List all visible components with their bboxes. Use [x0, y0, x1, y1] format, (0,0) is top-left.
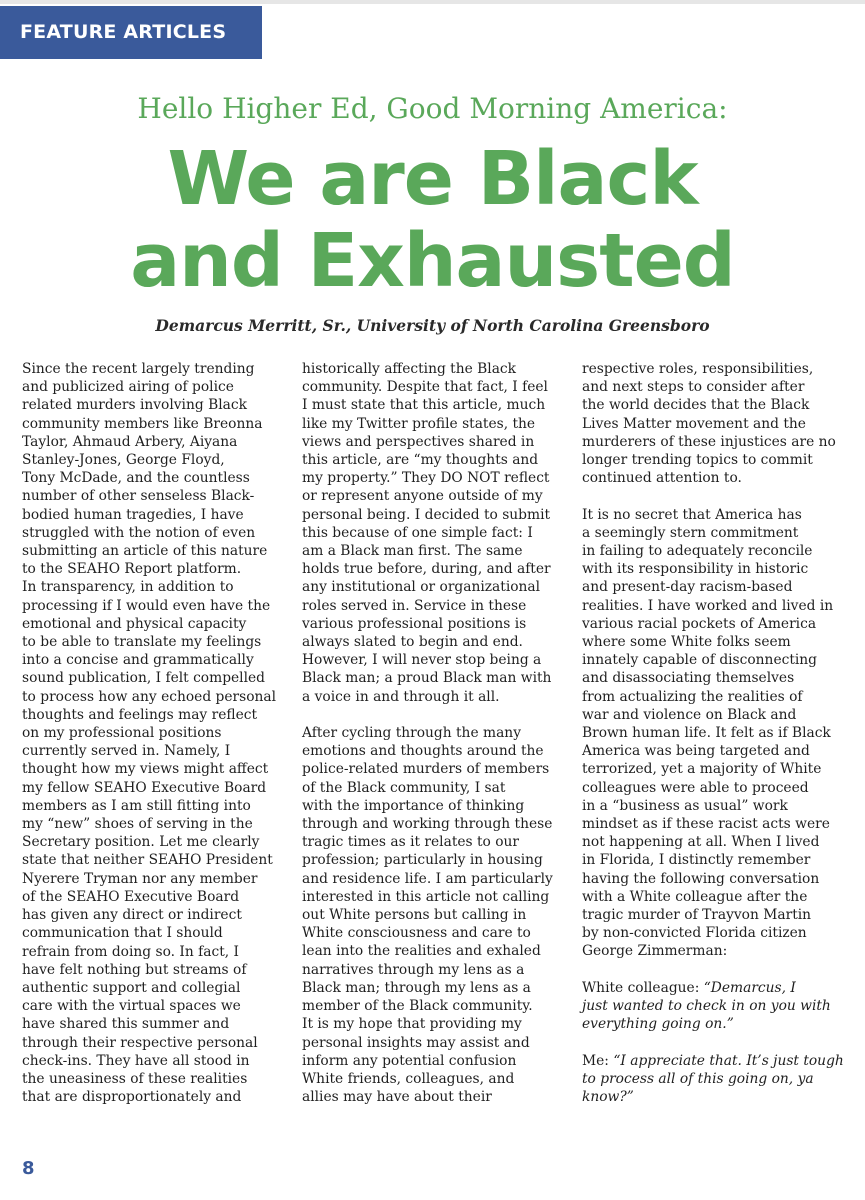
dialogue-quote: just wanted to check in on you with: [582, 998, 831, 1015]
text-line: the uneasiness of these realities: [22, 1070, 248, 1087]
section-banner: FEATURE ARTICLES: [0, 6, 262, 59]
paragraph: [582, 506, 848, 961]
text-line: allies may have about their: [302, 1089, 492, 1106]
text-line: White consciousness and care to: [302, 925, 531, 942]
text-line: Brown human life. It felt as if Black: [582, 725, 831, 742]
text-line: having the following conversation: [582, 870, 820, 887]
page-number: 8: [22, 1158, 35, 1179]
text-line: emotions and thoughts around the: [302, 743, 544, 760]
text-line: inform any potential confusion: [302, 1052, 517, 1069]
headline-line-2: and Exhausted: [130, 218, 735, 304]
text-line: tragic times as it relates to our: [302, 834, 520, 851]
text-line: member of the Black community.: [302, 998, 533, 1015]
text-line: in a “business as usual” work: [582, 797, 788, 814]
text-line: that are disproportionately and: [22, 1089, 242, 1106]
top-rule: [0, 0, 865, 4]
text-line: into a concise and grammatically: [22, 652, 254, 669]
text-line: innately capable of disconnecting: [582, 652, 818, 669]
text-line: through and working through these: [302, 816, 553, 833]
text-line: in failing to adequately reconcile: [582, 543, 813, 560]
text-line: roles served in. Service in these: [302, 597, 527, 614]
text-line: my property.” They DO NOT reflect: [302, 470, 550, 487]
text-line: police-related murders of members: [302, 761, 550, 778]
text-line: check-ins. They have all stood in: [22, 1052, 250, 1069]
dialogue-white-colleague: [582, 979, 848, 1034]
text-line: lean into the realities and exhaled: [302, 943, 541, 960]
paragraph: [302, 724, 568, 1106]
text-line: am a Black man first. The same: [302, 543, 523, 560]
text-line: with the importance of thinking: [302, 797, 525, 814]
text-line: a voice in and through it all.: [302, 688, 500, 705]
text-line: has given any direct or indirect: [22, 907, 242, 924]
text-line: colleagues were able to proceed: [582, 779, 809, 796]
text-line: members as I am still fitting into: [22, 797, 251, 814]
text-line: historically affecting the Black: [302, 361, 517, 377]
text-line: Taylor, Ahmaud Arbery, Aiyana: [22, 433, 238, 450]
text-line: any institutional or organizational: [302, 579, 541, 596]
paragraph: [302, 360, 568, 706]
text-line: processing if I would even have the: [22, 597, 271, 614]
text-line: with its responsibility in historic: [582, 561, 809, 578]
text-line: After cycling through the many: [302, 725, 521, 742]
text-line: to be able to translate my feelings: [22, 634, 262, 651]
article-kicker: Hello Higher Ed, Good Morning America:: [137, 92, 728, 125]
paragraph: [22, 360, 284, 1106]
dialogue-me: [582, 1052, 848, 1107]
text-line: on my professional positions: [22, 725, 222, 742]
text-line: refrain from doing so. In fact, I: [22, 943, 239, 960]
text-line: emotional and physical capacity: [22, 615, 247, 632]
text-line: personal being. I decided to submit: [302, 506, 551, 523]
text-line: Since the recent largely trending: [22, 361, 255, 377]
headline-line-1: We are Black: [167, 136, 698, 222]
text-line: currently served in. Namely, I: [22, 743, 231, 760]
dialogue-quote: to process all of this going on, ya: [582, 1070, 814, 1087]
text-line: In transparency, in addition to: [22, 579, 234, 596]
text-line: by non-convicted Florida citizen: [582, 925, 807, 942]
text-line: personal insights may assist and: [302, 1034, 530, 1051]
text-line: profession; particularly in housing: [302, 852, 543, 869]
dialogue-speaker: Me:: [582, 1052, 609, 1069]
text-line: always slated to begin and end.: [302, 634, 523, 651]
text-line: struggled with the notion of even: [22, 524, 256, 541]
text-line: Black man; a proud Black man with: [302, 670, 552, 687]
text-line: a seemingly stern commitment: [582, 524, 799, 541]
text-line: community members like Breonna: [22, 415, 263, 432]
text-line: respective roles, responsibilities,: [582, 361, 814, 377]
text-line: where some White folks seem: [582, 634, 791, 651]
text-line: my fellow SEAHO Executive Board: [22, 779, 267, 796]
text-line: authentic support and collegial: [22, 979, 241, 996]
text-line: not happening at all. When I lived: [582, 834, 820, 851]
text-line: communication that I should: [22, 925, 223, 942]
text-line: like my Twitter profile states, the: [302, 415, 536, 432]
text-line: longer trending topics to commit: [582, 452, 813, 469]
text-line: and next steps to consider after: [582, 379, 805, 396]
text-line: Stanley-Jones, George Floyd,: [22, 452, 225, 469]
text-line: thought how my views might affect: [22, 761, 269, 778]
text-line: terrorized, yet a majority of White: [582, 761, 822, 778]
text-line: It is no secret that America has: [582, 506, 802, 523]
text-line: Tony McDade, and the countless: [22, 470, 250, 487]
text-column-2: [302, 360, 568, 1125]
byline: Demarcus Merritt, Sr., University of North Carolina Greensboro: [155, 316, 710, 335]
text-line: tragic murder of Trayvon Martin: [582, 907, 812, 924]
text-line: to process how any echoed personal: [22, 688, 277, 705]
article-headline: [0, 138, 865, 302]
text-line: realities. I have worked and lived in: [582, 597, 834, 614]
text-line: I must state that this article, much: [302, 397, 546, 414]
text-line: community. Despite that fact, I feel: [302, 379, 548, 396]
text-line: and residence life. I am particularly: [302, 870, 553, 887]
text-line: sound publication, I felt compelled: [22, 670, 266, 687]
text-line: out White persons but calling in: [302, 907, 527, 924]
dialogue-quote: “I appreciate that. It’s just tough: [613, 1052, 844, 1069]
text-line: number of other senseless Black-: [22, 488, 255, 505]
text-line: bodied human tragedies, I have: [22, 506, 244, 523]
text-column-3: [582, 360, 848, 1106]
text-line: my “new” shoes of serving in the: [22, 816, 253, 833]
text-line: have felt nothing but streams of: [22, 961, 247, 978]
text-line: murderers of these injustices are no: [582, 433, 836, 450]
text-line: Secretary position. Let me clearly: [22, 834, 260, 851]
text-line: Lives Matter movement and the: [582, 415, 806, 432]
text-line: mindset as if these racist acts were: [582, 816, 830, 833]
text-line: views and perspectives shared in: [302, 433, 535, 450]
text-line: various racial pockets of America: [582, 615, 817, 632]
text-line: White friends, colleagues, and: [302, 1070, 515, 1087]
text-line: of the Black community, I sat: [302, 779, 506, 796]
text-line: related murders involving Black: [22, 397, 247, 414]
text-line: with a White colleague after the: [582, 888, 808, 905]
text-line: various professional positions is: [302, 615, 527, 632]
text-line: war and violence on Black and: [582, 706, 797, 723]
text-line: narratives through my lens as a: [302, 961, 525, 978]
text-line: Nyerere Tryman nor any member: [22, 870, 258, 887]
text-line: state that neither SEAHO President: [22, 852, 273, 869]
dialogue-speaker: White colleague:: [582, 979, 700, 996]
text-line: It is my hope that providing my: [302, 1016, 522, 1033]
text-line: and publicized airing of police: [22, 379, 234, 396]
text-line: However, I will never stop being a: [302, 652, 542, 669]
text-line: holds true before, during, and after: [302, 561, 551, 578]
text-line: this because of one simple fact: I: [302, 524, 533, 541]
text-line: George Zimmerman:: [582, 943, 728, 960]
text-line: from actualizing the realities of: [582, 688, 803, 705]
text-line: of the SEAHO Executive Board: [22, 888, 240, 905]
text-line: and present-day racism-based: [582, 579, 793, 596]
text-line: interested in this article not calling: [302, 888, 550, 905]
dialogue-quote: everything going on.”: [582, 1016, 734, 1033]
text-line: through their respective personal: [22, 1034, 258, 1051]
text-line: Black man; through my lens as a: [302, 979, 531, 996]
text-line: America was being targeted and: [582, 743, 810, 760]
text-line: submitting an article of this nature: [22, 543, 268, 560]
text-line: and disassociating themselves: [582, 670, 795, 687]
text-line: continued attention to.: [582, 470, 742, 487]
text-line: this article, are “my thoughts and: [302, 452, 539, 469]
text-line: to the SEAHO Report platform.: [22, 561, 242, 578]
text-line: care with the virtual spaces we: [22, 998, 241, 1015]
text-line: or represent anyone outside of my: [302, 488, 543, 505]
text-line: in Florida, I distinctly remember: [582, 852, 811, 869]
dialogue-quote: know?”: [582, 1089, 634, 1106]
text-line: have shared this summer and: [22, 1016, 230, 1033]
text-column-1: [22, 360, 284, 1125]
paragraph: [582, 360, 848, 487]
text-line: the world decides that the Black: [582, 397, 810, 414]
text-line: thoughts and feelings may reflect: [22, 706, 258, 723]
dialogue-quote: “Demarcus, I: [703, 979, 796, 996]
